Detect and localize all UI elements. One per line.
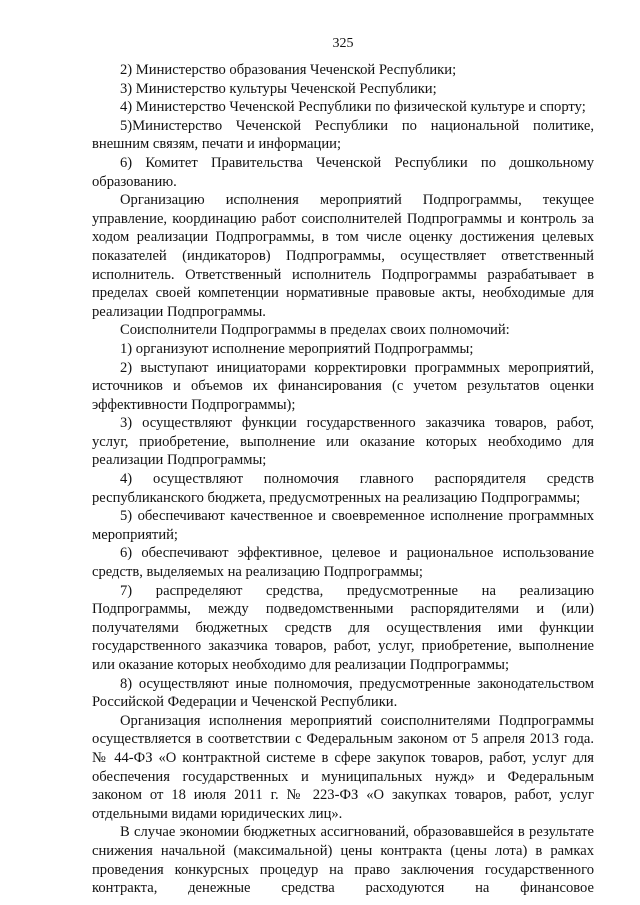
paragraph-ministry-education: 2) Министерство образования Чеченской Республики; [120,62,457,78]
paragraph-federal-law: Организация исполнения мероприятий соисполнителями Подпрограммы осуществляется в соответствии с Федеральным законом от 5 апреля 2013 года. № 44-ФЗ «О контрактной системе в сфере закупок товаров, работ, услуг для обеспечения государственных и муниципальных нужд» и Федеральным законом от 18 июля 2011 г. № 223-ФЗ «О закупках товаров, работ, услуг отдельными видами юридических лиц». [92,712,594,822]
paragraph-ministry-national-policy: 5)Министерство Чеченской Республики по национальной политике, внешним связям, печати и информации; [92,117,594,153]
paragraph-item-1: 1) организуют исполнение мероприятий Подпрограммы; [120,340,474,357]
paragraph-item-7: 7) распределяют средства, предусмотренные на реализацию Подпрограммы, между подведомственными распорядителями и (или) получателями бюджетных средств для осуществления ими функции государственного заказчика товаров, работ, услуг, приобретение, выполнение или оказание которых необходимо для реализации Подпрограммы; [92,582,594,673]
paragraph-item-2: 2) выступают инициаторами корректировки программных мероприятий, источников и объемов их финансирования (с учетом результатов оценки эффективности Подпрограммы); [92,359,594,413]
paragraph-item-6: 6) обеспечивают эффективное, целевое и рациональное использование средств, выделяемых на реализацию Подпрограммы; [92,545,594,581]
paragraph-organization-execution: Организацию исполнения мероприятий Подпрограммы, текущее управление, координацию работ соисполнителей Подпрограммы и контроль за ходом реализации Подпрограммы, в том числе оценку достижения целевых показателей (индикаторов) Подпрограммы, осуществляет ответственный исполнитель. Ответственный исполнитель Подпрограммы разрабатывает в пределах своей компетенции нормативные правовые акты, необходимые для реализации Подпрограммы. [92,192,594,320]
paragraph-committee-preschool: 6) Комитет Правительства Чеченской Республики по дошкольному образованию. [92,154,594,190]
document-body [92,61,594,898]
paragraph-item-4: 4) осуществляют полномочия главного распорядителя средств республиканского бюджета, предусмотренных на реализацию Подпрограммы; [92,471,594,506]
page-number: 325 [332,36,354,51]
paragraph-item-5: 5) обеспечивают качественное и своевременное исполнение программных мероприятий; [92,508,594,543]
paragraph-ministry-sport: 4) Министерство Чеченской Республики по физической культуре и спорту; [120,99,586,116]
paragraph-ministry-culture: 3) Министерство культуры Чеченской Республики; [120,80,437,97]
paragraph-budget-savings: В случае экономии бюджетных ассигнований, образовавшейся в результате снижения начальной (максимальной) цены контракта (цены лота) в рамках проведения конкурсных процедур на право заключения государственного контракта, денежные средства расходуются на финансовое [92,824,594,897]
paragraph-item-3: 3) осуществляют функции государственного заказчика товаров, работ, услуг, приобретение, выполнение или оказание которых необходимо для реализации Подпрограммы; [92,415,594,469]
paragraph-item-8: 8) осуществляют иные полномочия, предусмотренные законодательством Российской Федерации и Чеченской Республики. [92,675,594,711]
paragraph-coexecutors-intro: Соисполнители Подпрограммы в пределах своих полномочий: [120,322,510,339]
